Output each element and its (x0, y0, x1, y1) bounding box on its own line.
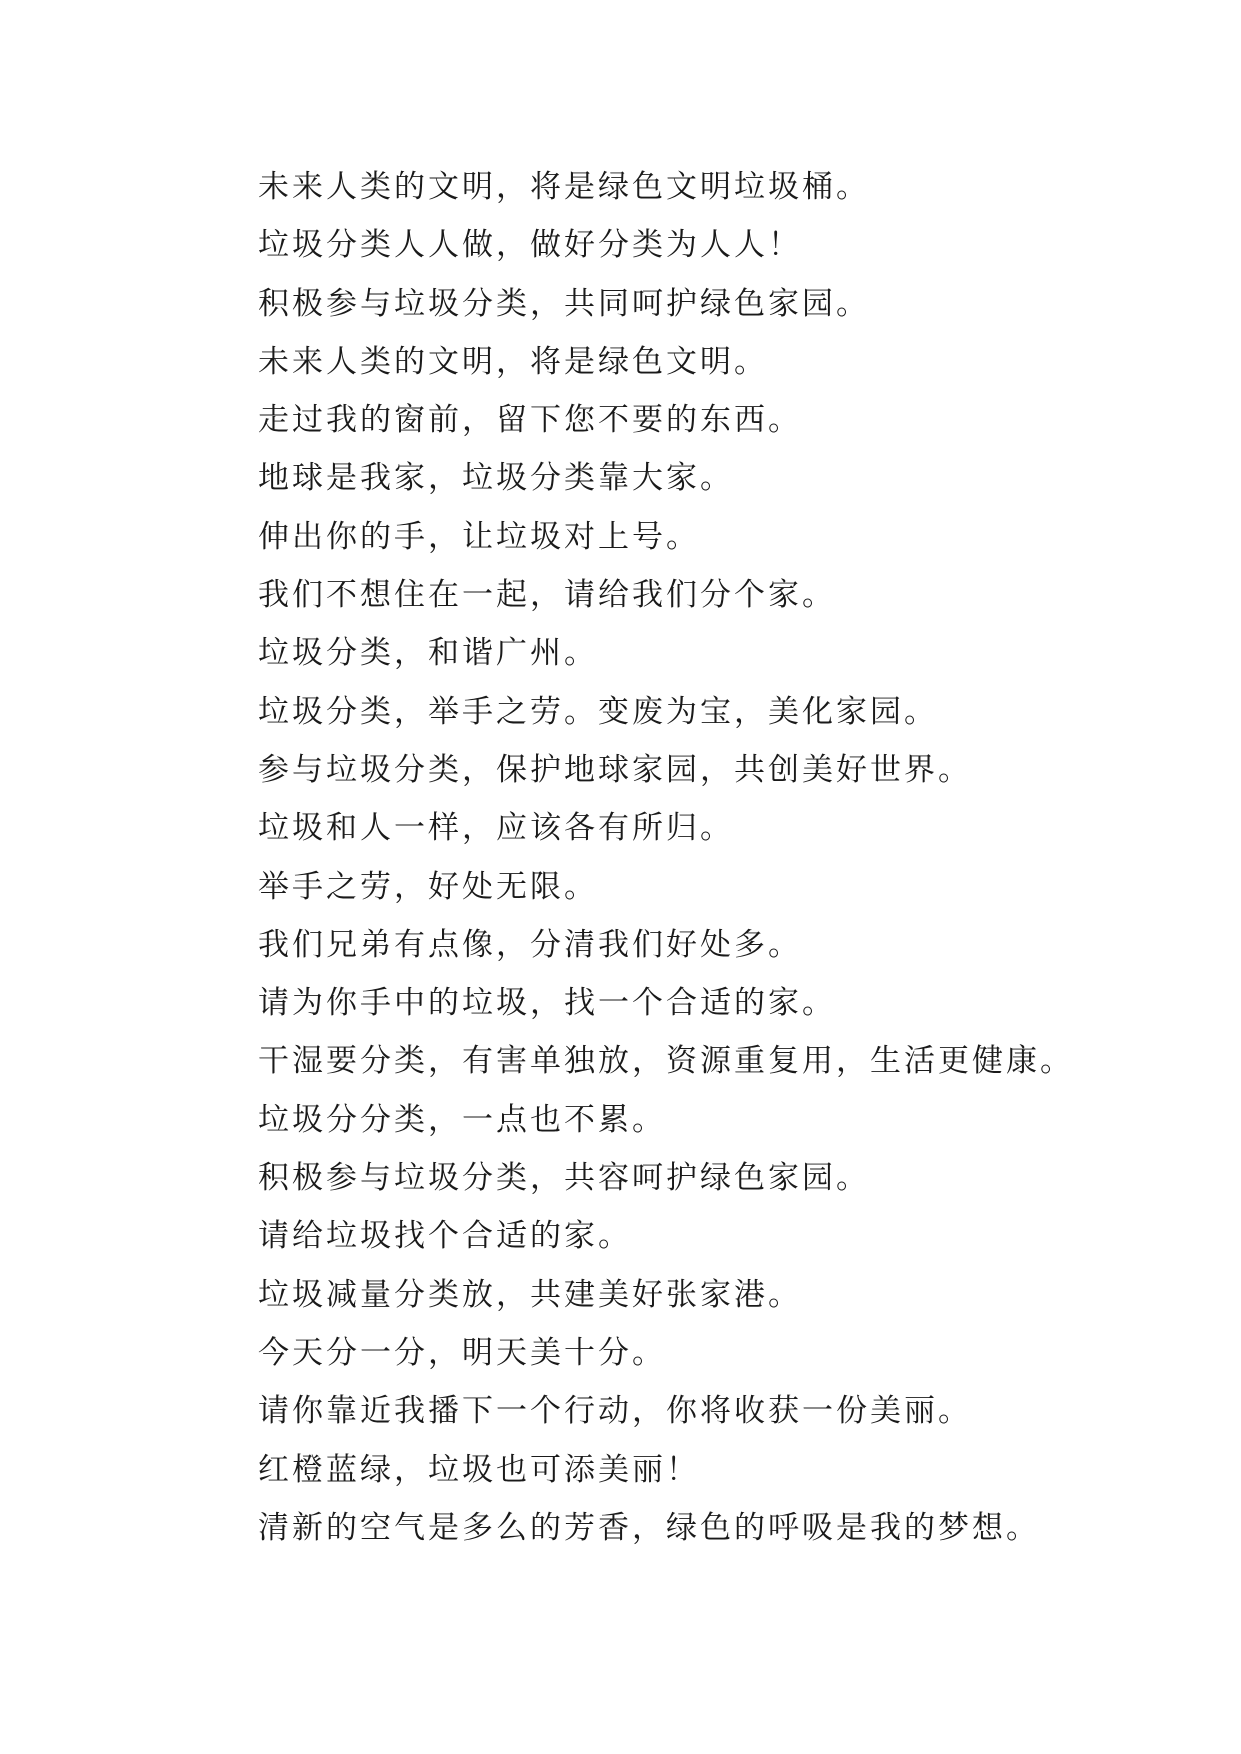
slogan-line: 积极参与垃圾分类，共同呵护绿色家园。 (258, 285, 870, 322)
slogan-line: 我们不想住在一起，请给我们分个家。 (258, 577, 836, 614)
slogan-line: 请为你手中的垃圾，找一个合适的家。 (258, 985, 836, 1022)
slogan-line: 请给垃圾找个合适的家。 (258, 1218, 632, 1255)
slogan-line: 未来人类的文明，将是绿色文明。 (258, 343, 768, 380)
slogan-line: 参与垃圾分类，保护地球家园，共创美好世界。 (258, 751, 972, 788)
slogan-line: 垃圾分分类，一点也不累。 (258, 1101, 666, 1138)
slogan-line: 红橙蓝绿，垃圾也可添美丽！ (258, 1451, 700, 1488)
slogan-line: 垃圾分类人人做，做好分类为人人！ (258, 227, 802, 264)
slogan-line: 伸出你的手，让垃圾对上号。 (258, 518, 700, 555)
slogan-line: 我们兄弟有点像，分清我们好处多。 (258, 926, 802, 963)
slogan-line: 地球是我家，垃圾分类靠大家。 (258, 460, 734, 497)
slogan-line: 清新的空气是多么的芳香，绿色的呼吸是我的梦想。 (258, 1509, 1040, 1546)
slogan-list (258, 158, 1188, 1557)
slogan-line: 走过我的窗前，留下您不要的东西。 (258, 402, 802, 439)
slogan-line: 垃圾减量分类放，共建美好张家港。 (258, 1276, 802, 1313)
slogan-line: 垃圾分类，举手之劳。变废为宝，美化家园。 (258, 693, 938, 730)
slogan-line: 积极参与垃圾分类，共容呵护绿色家园。 (258, 1160, 870, 1197)
slogan-line: 垃圾和人一样，应该各有所归。 (258, 810, 734, 847)
slogan-line: 举手之劳，好处无限。 (258, 868, 598, 905)
slogan-line: 垃圾分类，和谐广州。 (258, 635, 598, 672)
slogan-line: 请你靠近我播下一个行动，你将收获一份美丽。 (258, 1393, 972, 1430)
slogan-line: 干湿要分类，有害单独放，资源重复用，生活更健康。 (258, 1043, 1074, 1080)
slogan-line: 今天分一分，明天美十分。 (258, 1334, 666, 1371)
slogan-line: 未来人类的文明，将是绿色文明垃圾桶。 (258, 169, 870, 205)
